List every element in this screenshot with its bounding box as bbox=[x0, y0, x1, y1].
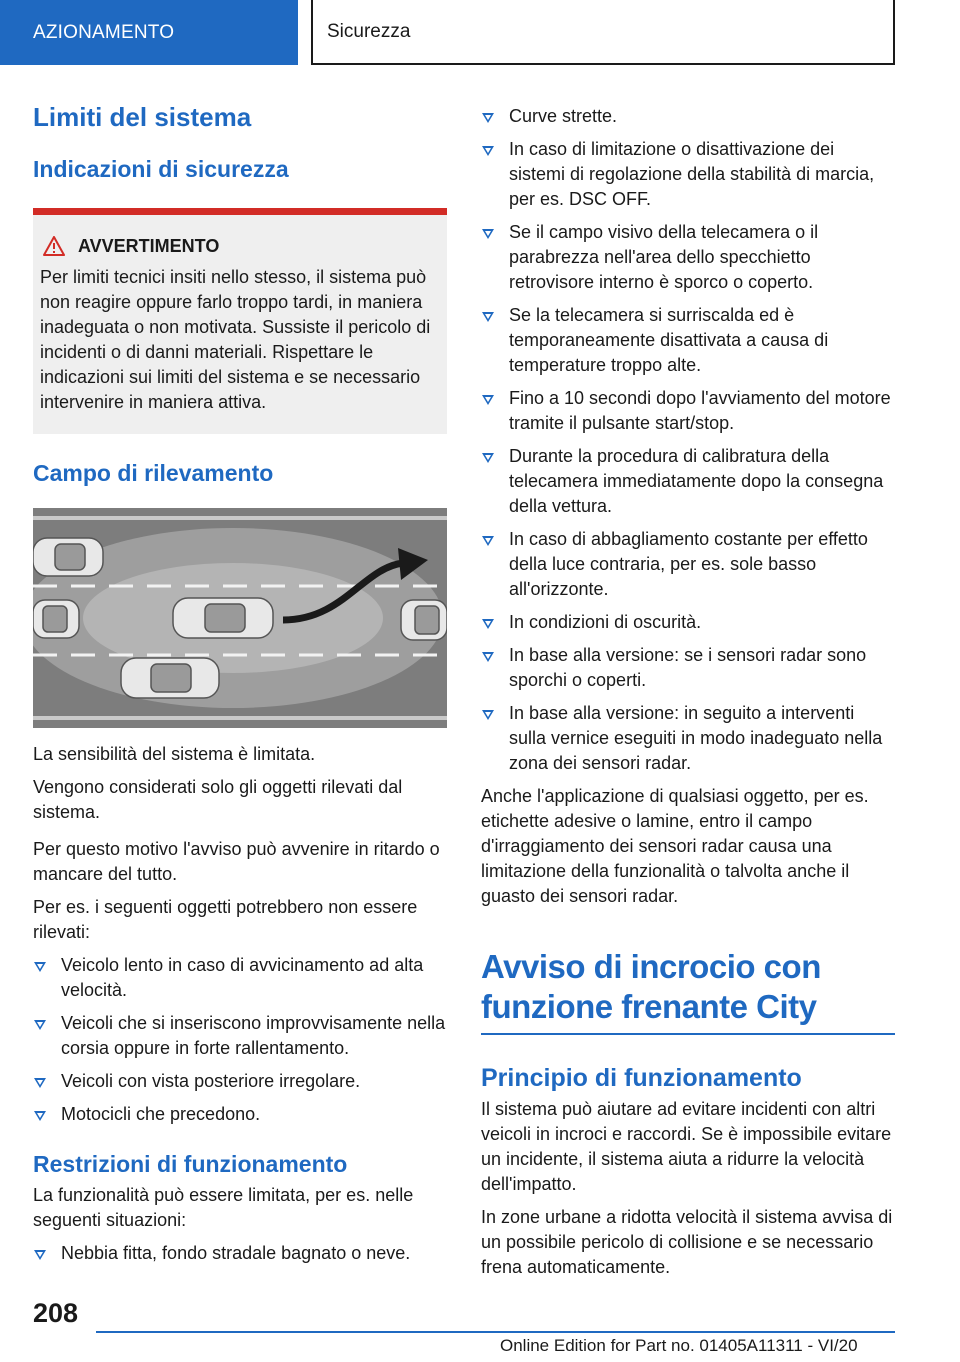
list-item: In caso di abbagliamento costante per effetto della luce contraria, per es. sole basso all'orizzonte. bbox=[481, 527, 895, 602]
warning-label: AVVERTIMENTO bbox=[78, 236, 220, 256]
bullet-triangle-icon bbox=[482, 453, 494, 463]
section-title: Limiti del sistema bbox=[33, 102, 252, 132]
bullet-triangle-icon bbox=[34, 1078, 46, 1088]
list-item: Nebbia fitta, fondo stradale bagnato o neve. bbox=[33, 1241, 447, 1266]
objects-list bbox=[33, 953, 447, 1127]
list-item: In condizioni di oscurità. bbox=[481, 610, 895, 635]
paragraph: In zone urbane a ridotta velocità il sistema avvisa di un possibile pericolo di collisione e se necessario frena automaticamente. bbox=[481, 1207, 893, 1277]
principle-heading: Principio di funzionamento bbox=[481, 1064, 802, 1092]
page-number: 208 bbox=[33, 1298, 79, 1328]
edition-text: Online Edition for Part no. 01405A11311 - VI/20 bbox=[500, 1336, 858, 1355]
bullet-triangle-icon bbox=[34, 1250, 46, 1260]
bullet-triangle-icon bbox=[34, 1111, 46, 1121]
list-item: Se la telecamera si surriscalda ed è temporaneamente disattivata a causa di temperature troppo alte. bbox=[481, 303, 895, 378]
paragraph: Vengono considerati solo gli oggetti rilevati dal sistema. bbox=[33, 777, 403, 822]
bullet-triangle-icon bbox=[34, 962, 46, 972]
list-item: In base alla versione: se i sensori radar sono sporchi o coperti. bbox=[481, 643, 895, 693]
city-heading: Avviso di incrocio con funzione frenante City bbox=[481, 948, 821, 1025]
list-item: Fino a 10 secondi dopo l'avviamento del motore tramite il pulsante start/stop. bbox=[481, 386, 895, 436]
list-item: Veicoli che si inseriscono improvvisamente nella corsia oppure in forte rallentamento. bbox=[33, 1011, 447, 1061]
paragraph: La sensibilità del sistema è limitata. bbox=[33, 744, 316, 764]
bullet-triangle-icon bbox=[482, 652, 494, 662]
safety-heading: Indicazioni di sicurezza bbox=[33, 156, 289, 182]
detection-illustration bbox=[33, 508, 447, 728]
left-column bbox=[33, 100, 447, 1274]
bullet-triangle-icon bbox=[482, 710, 494, 720]
list-item: In caso di limitazione o disattivazione dei sistemi di regolazione della stabilità di marcia, per es. DSC OFF. bbox=[481, 137, 895, 212]
right-column bbox=[481, 104, 895, 1288]
bullet-triangle-icon bbox=[482, 536, 494, 546]
restrictions-heading: Restrizioni di funzionamento bbox=[33, 1151, 348, 1177]
car-icon bbox=[121, 658, 219, 698]
bullet-triangle-icon bbox=[34, 1020, 46, 1030]
list-item: Veicolo lento in caso di avvicinamento ad alta velocità. bbox=[33, 953, 447, 1003]
warning-title bbox=[40, 235, 440, 257]
footer-rule bbox=[96, 1331, 895, 1333]
bullet-triangle-icon bbox=[482, 229, 494, 239]
car-icon bbox=[173, 598, 273, 638]
paragraph: Per questo motivo l'avviso può avvenire in ritardo o mancare del tutto. bbox=[33, 839, 440, 884]
section-tab: AZIONAMENTO bbox=[0, 0, 298, 65]
list-item: Veicoli con vista posteriore irregolare. bbox=[33, 1069, 447, 1094]
bullet-triangle-icon bbox=[482, 619, 494, 629]
list-item: In base alla versione: in seguito a interventi sulla vernice eseguiti in modo inadeguato nella zona dei sensori radar. bbox=[481, 701, 895, 776]
warning-text: Per limiti tecnici insiti nello stesso, il sistema può non reagire oppure farlo troppo tardi, in maniera inadeguata o non motivata. Sussiste il pericolo di incidenti o di danni materiali. Rispettare le indicazioni sui limiti del sistema e se necessario intervenire in maniera attiva. bbox=[40, 267, 431, 412]
list-item: Curve strette. bbox=[481, 104, 895, 129]
list-item: Durante la procedura di calibratura della telecamera immediatamente dopo la consegna della vettura. bbox=[481, 444, 895, 519]
paragraph: La funzionalità può essere limitata, per es. nelle seguenti situazioni: bbox=[33, 1185, 414, 1230]
warning-triangle-icon bbox=[43, 236, 65, 256]
restrictions-list-left bbox=[33, 1241, 447, 1266]
bullet-triangle-icon bbox=[482, 395, 494, 405]
paragraph: Il sistema può aiutare ad evitare incidenti con altri veicoli in incroci e raccordi. Se è impossibile evitare un incidente, il sistema aiuta a ridurre la velocità dell'impatto. bbox=[481, 1099, 892, 1194]
list-item: Se il campo visivo della telecamera o il parabrezza nell'area dello specchietto retrovisore interno è sporco o coperto. bbox=[481, 220, 895, 295]
paragraph: Anche l'applicazione di qualsiasi oggetto, per es. etichette adesive o lamine, entro il campo d'irraggiamento dei sensori radar causa una limitazione della funzionalità o talvolta anche il guasto dei sensori radar. bbox=[481, 786, 869, 906]
car-icon bbox=[401, 600, 447, 640]
bullet-triangle-icon bbox=[482, 312, 494, 322]
list-item: Motocicli che precedono. bbox=[33, 1102, 447, 1127]
warning-box bbox=[33, 208, 447, 434]
paragraph: Per es. i seguenti oggetti potrebbero non essere rilevati: bbox=[33, 897, 418, 942]
car-icon bbox=[33, 600, 79, 638]
city-heading-block bbox=[481, 947, 895, 1035]
chapter-tab: Sicurezza bbox=[311, 0, 895, 65]
detection-heading: Campo di rilevamento bbox=[33, 460, 274, 486]
restrictions-list bbox=[481, 104, 895, 776]
bullet-triangle-icon bbox=[482, 146, 494, 156]
bullet-triangle-icon bbox=[482, 113, 494, 123]
car-icon bbox=[33, 538, 103, 576]
